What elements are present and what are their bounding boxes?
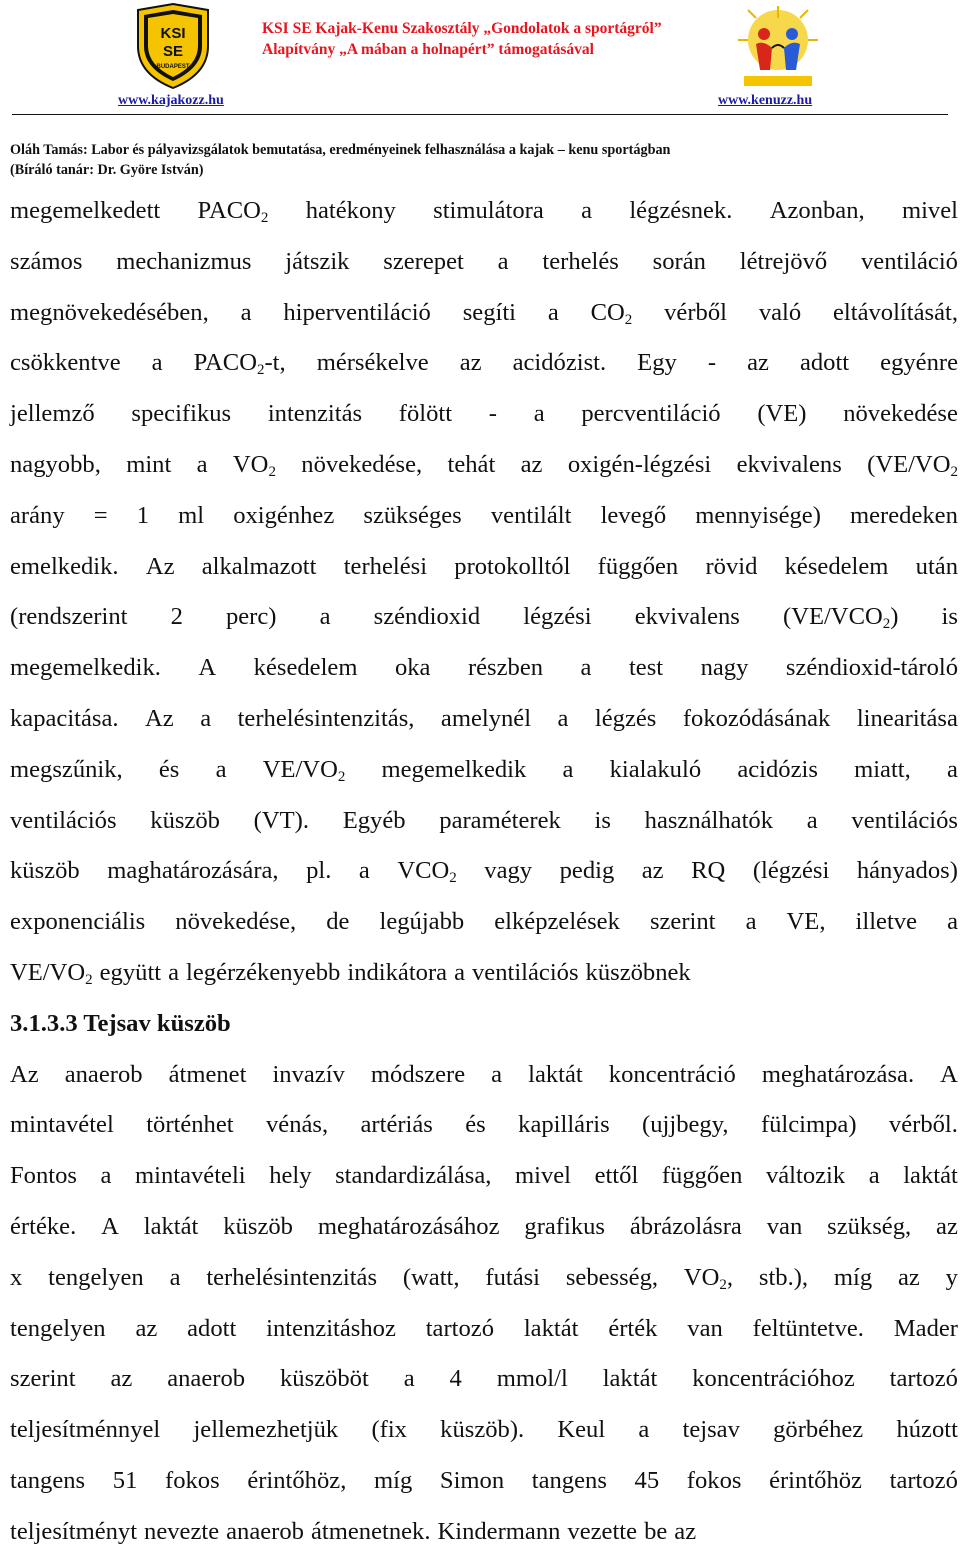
section-heading: 3.1.3.3 Tejsav küszöb <box>10 1009 231 1037</box>
text-line: mintavétel történhet vénás, artériás és kapilláris (ujjbegy, fülcimpa) vérből. <box>10 1111 958 1139</box>
text-line: teljesítménnyel jellemezhetjük (fix küszöb). Keul a tejsav görbéhez húzott <box>10 1416 958 1444</box>
text-line: $VE/VO_2$ együtt a legérzékenyebb indikátora a ventilációs küszöbnek <box>10 958 691 988</box>
text-line: x tengelyen a terhelésintenzitás (watt, futási sebesség, $VO_2$, stb.), míg az y <box>10 1263 958 1293</box>
text-line: küszöb maghatározására, pl. a $VCO_2$ vagy pedig az RQ (légzési hányados) <box>10 857 958 887</box>
text-line: megszűnik, és a $VE/VO_2$ megemelkedik a kialakuló acidózis miatt, a <box>10 755 958 785</box>
text-line: megemelkedett $PACO_2$ hatékony stimulátora a légzésnek. Azonban, mivel <box>10 197 958 226</box>
text-line: megnövekedésében, a hiperventiláció segíti a $CO_2$ vérből való eltávolítását, <box>10 298 958 328</box>
text-line: megemelkedik. A késedelem oka részben a test nagy széndioxid-tároló <box>10 654 958 682</box>
organization-name: KSI SE Kajak-Kenu Szakosztály „Gondolatok a sportágról” <box>262 20 662 37</box>
text-line: (rendszerint 2 perc) a széndioxid légzési ekvivalens $(VE/VCO_2)$ is <box>10 603 958 633</box>
header-divider <box>12 114 948 115</box>
website-link-kajakozz[interactable]: www.kajakozz.hu <box>118 93 224 108</box>
text-line: ventilációs küszöb (VT). Egyéb paraméterek is használhatók a ventilációs <box>10 806 958 834</box>
foundation-logo <box>734 4 822 92</box>
text-line: tangens 51 fokos érintőhöz, míg Simon tangens 45 fokos érintőhöz tartozó <box>10 1466 958 1494</box>
text-line: kapacitása. Az a terhelésintenzitás, amelynél a légzés fokozódásának linearitása <box>10 704 958 732</box>
text-line: jellemző specifikus intenzitás fölött - a percventiláció (VE) növekedése <box>10 400 958 428</box>
text-line: tengelyen az adott intenzitáshoz tartozó laktát érték van feltüntetve. Mader <box>10 1314 958 1342</box>
text-line: szerint az anaerob küszöböt a 4 mmol/l laktát koncentrációhoz tartozó <box>10 1365 958 1393</box>
text-line: csökkentve a $PACO_2-t$, mérsékelve az acidózist. Egy - az adott egyénre <box>10 349 958 379</box>
document-body <box>10 186 958 1558</box>
text-line: számos mechanizmus játszik szerepet a terhelés során létrejövő ventiláció <box>10 247 958 275</box>
text-line: emelkedik. Az alkalmazott terhelési protokolltól függően rövid késedelem után <box>10 552 958 580</box>
svg-text:KSI: KSI <box>160 25 186 42</box>
svg-text:BUDAPEST: BUDAPEST <box>156 64 190 70</box>
website-link-kenuzz[interactable]: www.kenuzz.hu <box>718 93 813 108</box>
text-line: értéke. A laktát küszöb meghatározásához grafikus ábrázolásra van szükség, az <box>10 1212 958 1240</box>
ksi-se-logo <box>134 2 212 90</box>
text-line: nagyobb, mint a $VO_2$ növekedése, tehát az oxigén-légzési ekvivalens ($VE/VO_2$ <box>10 450 958 480</box>
page-header <box>0 0 960 182</box>
text-line: arány = 1 ml oxigénhez szükséges ventilált levegő mennyisége) meredeken <box>10 501 958 529</box>
foundation-support: Alapítvány „A mában a holnapért” támogatásával <box>262 41 594 58</box>
svg-text:SE: SE <box>162 43 184 60</box>
document-author-title: Oláh Tamás: Labor és pályavizsgálatok bemutatása, eredményeinek felhasználása a kajak – kenu sportágban <box>10 142 671 158</box>
text-line: exponenciális növekedése, de legújabb elképzelések szerint a VE, illetve a <box>10 908 958 936</box>
text-line: Fontos a mintavételi hely standardizálása, mivel ettől függően változik a laktát <box>10 1162 958 1190</box>
text-line: teljesítményt nevezte anaerob átmenetnek. Kindermann vezette be az <box>10 1517 697 1545</box>
reviewer: (Bíráló tanár: Dr. Györe István) <box>10 162 204 178</box>
text-line: Az anaerob átmenet invazív módszere a laktát koncentráció meghatározása. A <box>10 1060 958 1088</box>
